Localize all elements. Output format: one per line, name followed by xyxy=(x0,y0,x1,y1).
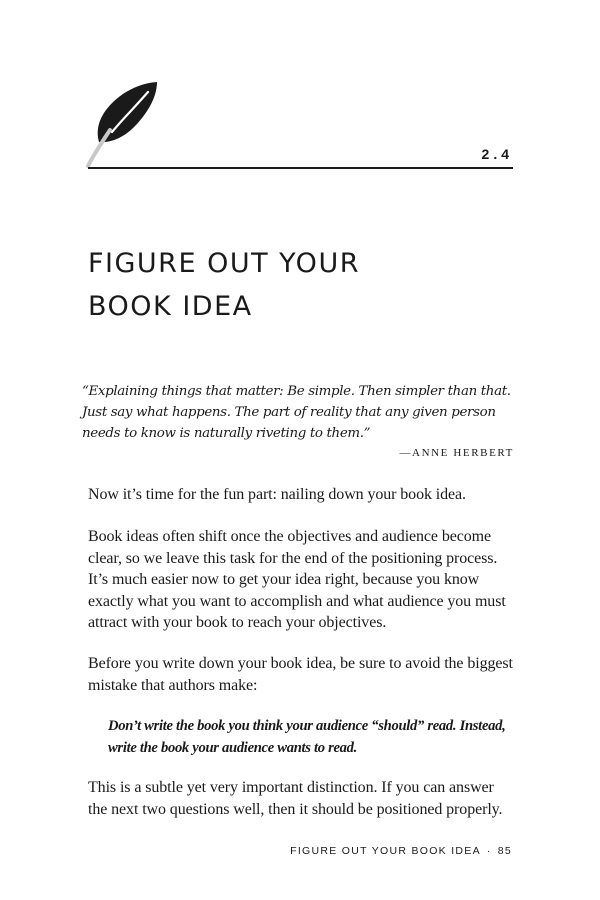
section-number: 2.4 xyxy=(481,146,513,162)
footer-separator: · xyxy=(486,845,492,857)
callout-quote: Don’t write the book you think your audience “should” read. Instead, write the book your audience wants to read. xyxy=(108,718,506,756)
chapter-title xyxy=(88,242,508,328)
page-footer xyxy=(290,845,512,857)
body-paragraph-4: This is a subtle yet very important distinction. If you can answer the next two questions well, then it should be positioned properly. xyxy=(88,779,503,818)
header-rule xyxy=(88,167,513,169)
feather-icon xyxy=(84,80,164,168)
epigraph-attribution: —ANNE HERBERT xyxy=(399,447,514,459)
epigraph-quote: “Explaining things that matter: Be simple. Then simpler than that. Just say what happens. The part of reality that any given person needs to know is naturally riveting to them.” xyxy=(82,384,511,441)
running-title: FIGURE OUT YOUR BOOK IDEA xyxy=(290,845,481,857)
chapter-title-line-2: BOOK IDEA xyxy=(88,291,253,322)
body-paragraph-2: Book ideas often shift once the objectives and audience become clear, so we leave this task for the end of the positioning process. It’s much easier now to get your idea right, because you know exactly what you want to accomplish and what audience you must attract with your book to reach your objectives. xyxy=(88,528,506,631)
body-paragraph-1: Now it’s time for the fun part: nailing down your book idea. xyxy=(88,486,466,503)
chapter-title-line-1: FIGURE OUT YOUR xyxy=(88,248,360,279)
page-number: 85 xyxy=(497,845,512,857)
body-paragraph-3: Before you write down your book idea, be sure to avoid the biggest mistake that authors make: xyxy=(88,655,513,694)
